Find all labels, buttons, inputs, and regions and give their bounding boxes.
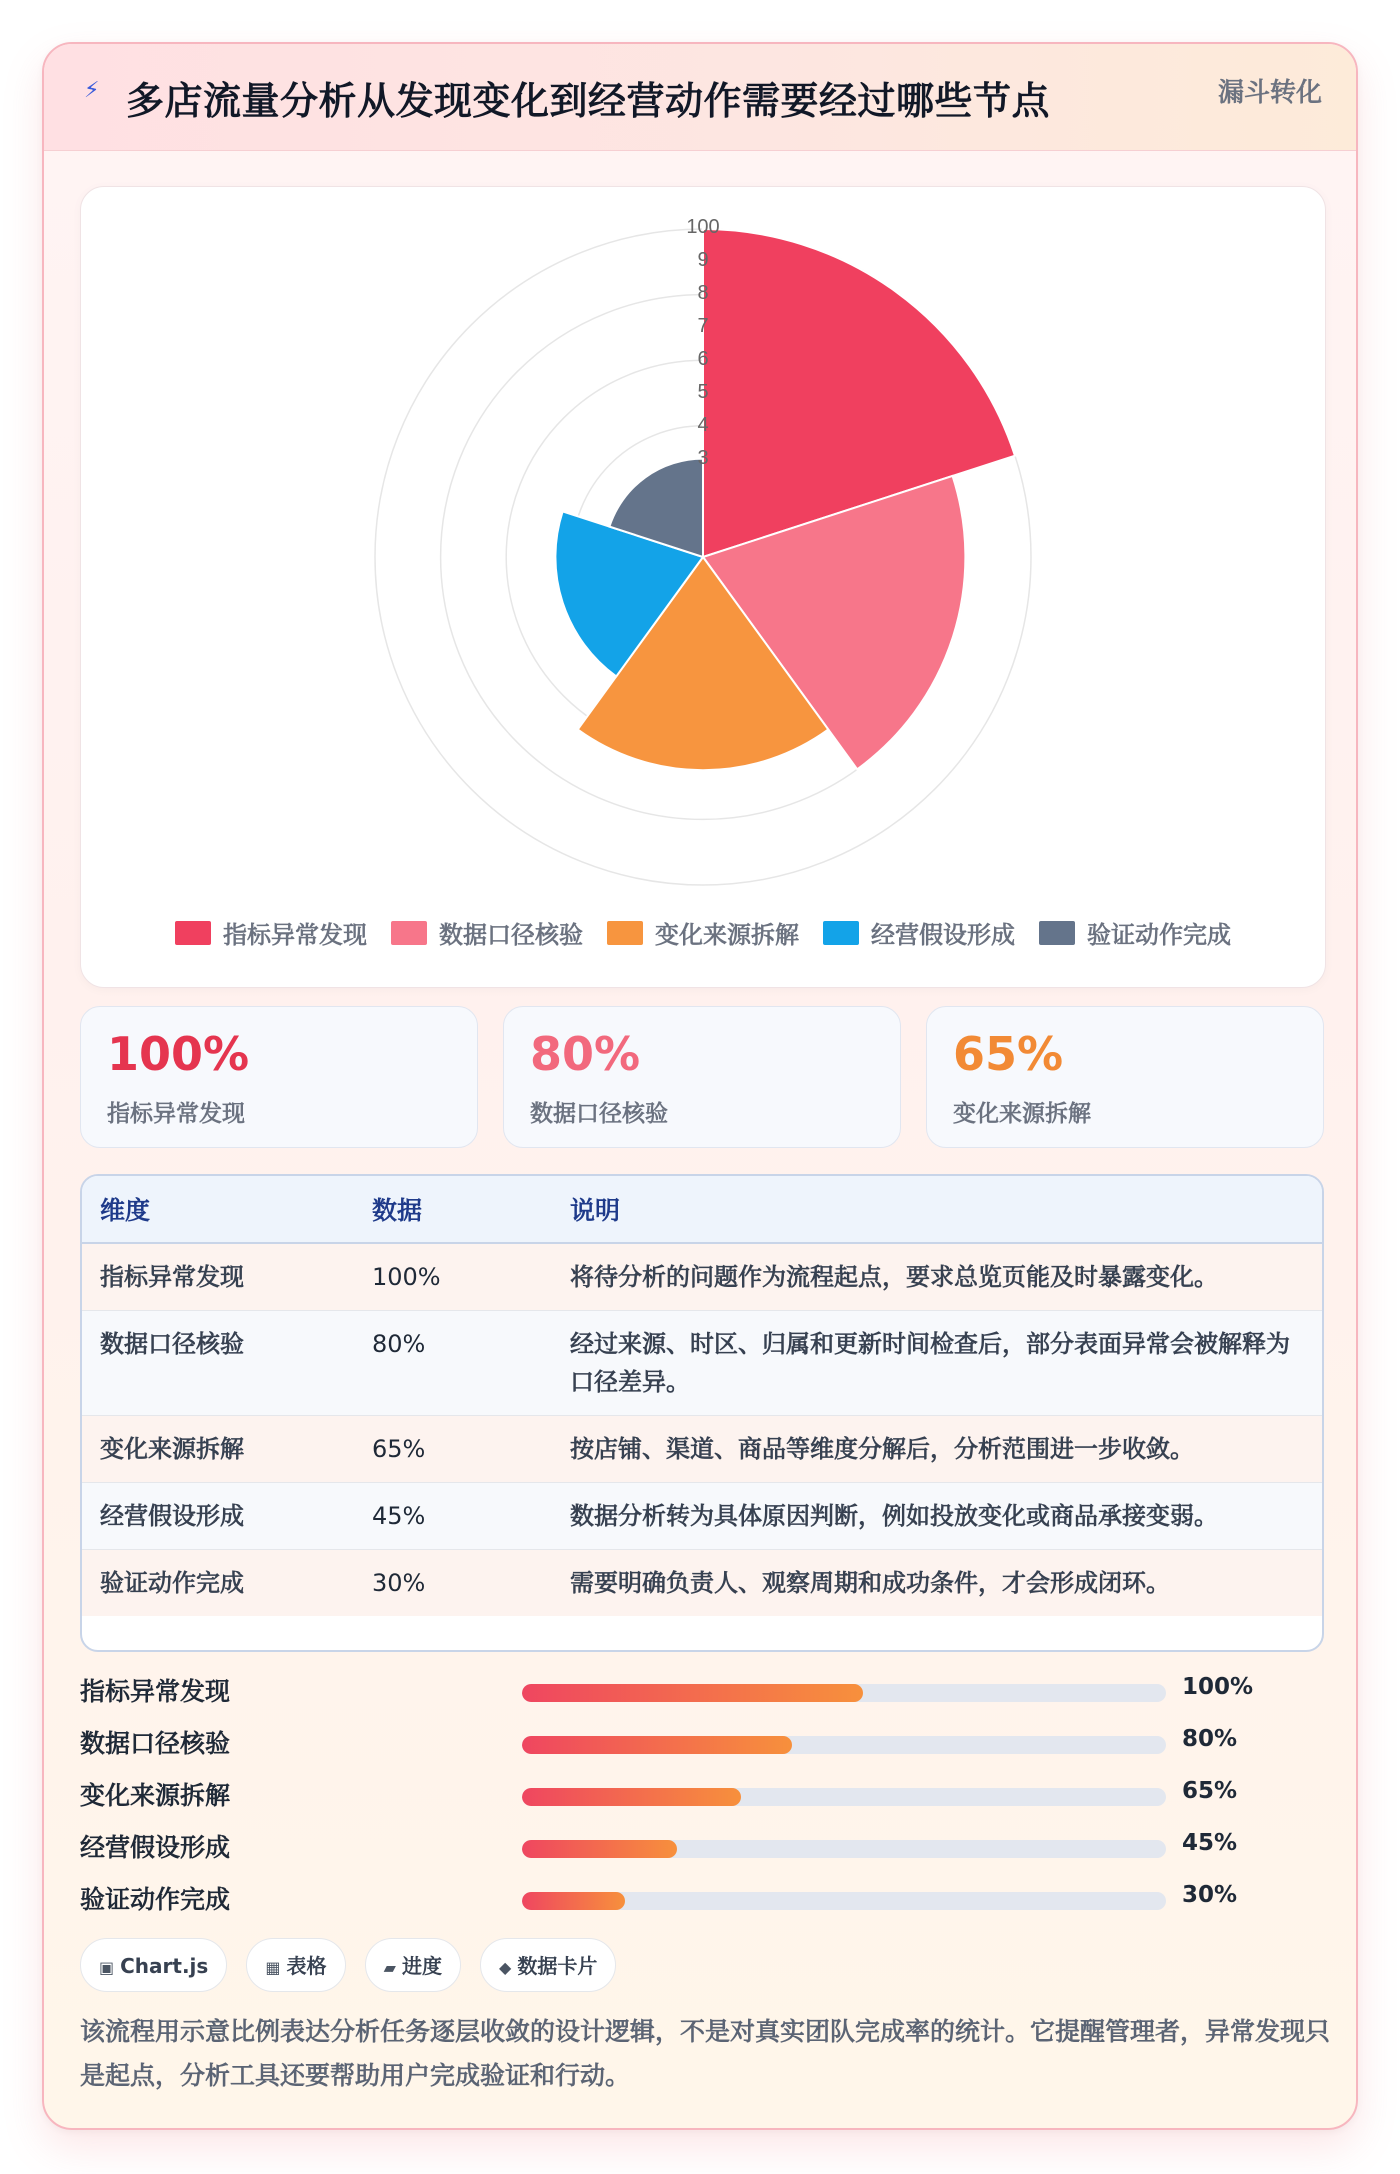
chart-legend xyxy=(81,915,1325,955)
progress-track xyxy=(522,1736,1166,1754)
radial-tick-label: 100 xyxy=(686,216,720,238)
stat-card xyxy=(80,1006,478,1148)
tag-table[interactable] xyxy=(246,1938,345,1992)
value-cell: 100% xyxy=(354,1243,552,1311)
value-cell: 65% xyxy=(354,1416,552,1483)
tag-chartjs[interactable] xyxy=(80,1938,227,1992)
legend-swatch xyxy=(607,921,643,945)
progress-icon: ▰ xyxy=(383,1958,396,1977)
progress-value: 100% xyxy=(1182,1674,1254,1700)
dimension-cell: 数据口径核验 xyxy=(82,1311,354,1416)
stat-value: 65% xyxy=(953,1027,1064,1081)
radial-tick-label: 4 xyxy=(697,414,709,436)
legend-item[interactable] xyxy=(1039,915,1231,950)
progress-label: 数据口径核验 xyxy=(80,1729,231,1758)
progress-track xyxy=(522,1892,1166,1910)
legend-label: 指标异常发现 xyxy=(223,921,367,949)
stat-card xyxy=(926,1006,1324,1148)
legend-swatch xyxy=(391,921,427,945)
stat-label: 数据口径核验 xyxy=(530,1101,668,1127)
tag-progress[interactable] xyxy=(365,1938,461,1992)
value-cell: 80% xyxy=(354,1311,552,1416)
tag-label: Chart.js xyxy=(120,1954,209,1978)
radial-tick-label: 8 xyxy=(697,282,709,304)
progress-track xyxy=(522,1788,1166,1806)
radial-tick-label: 7 xyxy=(697,315,709,337)
legend-item[interactable] xyxy=(607,915,799,950)
legend-label: 验证动作完成 xyxy=(1087,921,1231,949)
legend-item[interactable] xyxy=(823,915,1015,950)
progress-row xyxy=(80,1878,1324,1918)
progress-label: 经营假设形成 xyxy=(80,1833,231,1862)
data-table xyxy=(80,1174,1324,1652)
table-row xyxy=(82,1550,1322,1617)
progress-label: 变化来源拆解 xyxy=(80,1781,231,1810)
table-row xyxy=(82,1483,1322,1550)
progress-row xyxy=(80,1670,1324,1710)
legend-item[interactable] xyxy=(391,915,583,950)
dimension-cell: 变化来源拆解 xyxy=(82,1416,354,1483)
legend-item[interactable] xyxy=(175,915,367,950)
dimension-cell: 经营假设形成 xyxy=(82,1483,354,1550)
description-cell: 按店铺、渠道、商品等维度分解后，分析范围进一步收敛。 xyxy=(552,1416,1322,1483)
stat-label: 指标异常发现 xyxy=(107,1101,245,1127)
progress-row xyxy=(80,1774,1324,1814)
card-header xyxy=(44,44,1358,151)
legend-label: 经营假设形成 xyxy=(871,921,1015,949)
progress-fill xyxy=(522,1684,863,1702)
progress-row xyxy=(80,1826,1324,1866)
progress-fill xyxy=(522,1840,677,1858)
radial-tick-label: 6 xyxy=(697,348,709,370)
radial-tick-label: 5 xyxy=(697,381,709,403)
dimension-cell: 验证动作完成 xyxy=(82,1550,354,1617)
legend-swatch xyxy=(823,921,859,945)
stat-value: 80% xyxy=(530,1027,641,1081)
radial-tick-label: 3 xyxy=(697,447,709,469)
table-header-row xyxy=(82,1176,1322,1243)
lightning-icon: ⚡ xyxy=(84,78,100,103)
progress-list xyxy=(80,1670,1324,1930)
progress-label: 验证动作完成 xyxy=(80,1885,231,1914)
column-header: 数据 xyxy=(354,1176,552,1243)
chart-panel xyxy=(80,186,1326,988)
table-row xyxy=(82,1416,1322,1483)
legend-swatch xyxy=(1039,921,1075,945)
stat-value: 100% xyxy=(107,1027,250,1081)
chart-icon: ▣ xyxy=(99,1958,115,1977)
polar-area-chart xyxy=(81,187,1325,887)
progress-fill xyxy=(522,1736,792,1754)
stat-card xyxy=(503,1006,901,1148)
column-header: 维度 xyxy=(82,1176,354,1243)
progress-fill xyxy=(522,1892,625,1910)
card-icon: ◆ xyxy=(499,1958,512,1977)
progress-value: 30% xyxy=(1182,1882,1238,1908)
tag-label: 数据卡片 xyxy=(517,1954,598,1978)
progress-fill xyxy=(522,1788,741,1806)
footnote: 该流程用示意比例表达分析任务逐层收敛的设计逻辑，不是对真实团队完成率的统计。它提醒管理者，异常发现只是起点，分析工具还要帮助用户完成验证和行动。 xyxy=(80,2017,1331,2090)
category-badge: 漏斗转化 xyxy=(1217,78,1322,108)
column-header: 说明 xyxy=(552,1176,1322,1243)
radial-tick-label: 9 xyxy=(697,249,709,271)
description-cell: 需要明确负责人、观察周期和成功条件，才会形成闭环。 xyxy=(552,1550,1322,1617)
table-row xyxy=(82,1311,1322,1416)
page-title: 多店流量分析从发现变化到经营动作需要经过哪些节点 xyxy=(126,79,1051,123)
progress-value: 45% xyxy=(1182,1830,1238,1856)
progress-value: 65% xyxy=(1182,1778,1238,1804)
dimension-cell: 指标异常发现 xyxy=(82,1243,354,1311)
legend-label: 变化来源拆解 xyxy=(655,921,799,949)
value-cell: 45% xyxy=(354,1483,552,1550)
table-icon: ▦ xyxy=(265,1958,281,1977)
tag-data-card[interactable] xyxy=(480,1938,616,1992)
description-cell: 经过来源、时区、归属和更新时间检查后，部分表面异常会被解释为口径差异。 xyxy=(552,1311,1322,1416)
progress-track xyxy=(522,1684,1166,1702)
progress-value: 80% xyxy=(1182,1726,1238,1752)
description-cell: 数据分析转为具体原因判断，例如投放变化或商品承接变弱。 xyxy=(552,1483,1322,1550)
legend-label: 数据口径核验 xyxy=(439,921,583,949)
tag-label: 表格 xyxy=(286,1954,327,1978)
main-card xyxy=(42,42,1358,2130)
description-cell: 将待分析的问题作为流程起点，要求总览页能及时暴露变化。 xyxy=(552,1243,1322,1311)
value-cell: 30% xyxy=(354,1550,552,1617)
tag-label: 进度 xyxy=(401,1954,442,1978)
progress-row xyxy=(80,1722,1324,1762)
stat-cards xyxy=(80,1006,1324,1150)
tag-list xyxy=(80,1938,1324,1998)
progress-label: 指标异常发现 xyxy=(80,1677,231,1706)
legend-swatch xyxy=(175,921,211,945)
table-row xyxy=(82,1243,1322,1311)
progress-track xyxy=(522,1840,1166,1858)
stat-label: 变化来源拆解 xyxy=(953,1101,1091,1127)
